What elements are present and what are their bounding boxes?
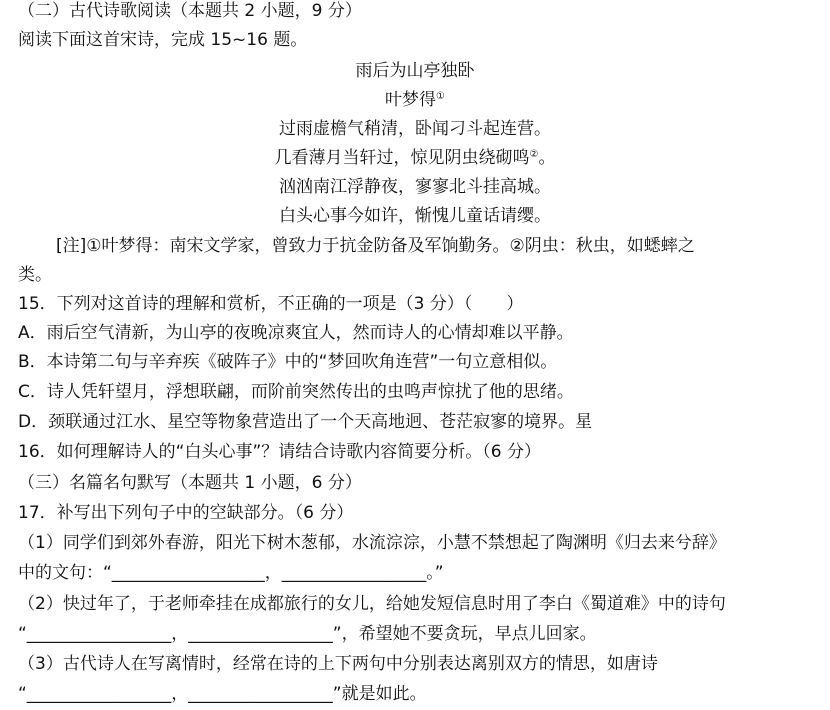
option-b: B．本诗第二句与辛弃疾《破阵子》中的“梦回吹角连营”一句立意相似。: [18, 352, 558, 372]
footnote-mark-1: ①: [436, 91, 445, 102]
poem-line-1: 过雨虚檐气稍清，卧闻刁斗起连营。: [279, 119, 551, 139]
option-c: C．诗人凭轩望月，浮想联翩，而阶前突然传出的虫鸣声惊扰了他的思绪。: [18, 382, 574, 402]
reading-intro: 阅读下面这首宋诗，完成 15~16 题。: [18, 30, 308, 50]
option-a: A．雨后空气清新，为山亭的夜晚凉爽宜人，然而诗人的心情却难以平静。: [18, 323, 574, 343]
q17-part1-blanks: 中的文句：“__________________，_________________。”: [18, 563, 444, 583]
poem-line-2-text: 几看薄月当轩过，惊见阴虫绕砌鸣: [274, 148, 530, 168]
poem-note: [注]①叶梦得：南宋文学家，曾致力于抗金防备及军饷勤务。②阴虫：秋虫，如蟋蟀之: [56, 236, 695, 256]
question-17: 17．补写出下列句子中的空缺部分。（6 分）: [18, 503, 354, 523]
poem-line-2: [0, 147, 830, 169]
poem-note-continued: 类。: [18, 265, 52, 285]
question-15: 15．下列对这首诗的理解和赏析，不正确的一项是（3 分）（ ）: [18, 294, 524, 314]
q17-part2-blanks: “_________________，_________________”，希望她不要贪玩，早点儿回家。: [18, 624, 597, 644]
q17-part1: （1）同学们到郊外春游，阳光下树木葱郁，水流淙淙，小慧不禁想起了陶渊明《归去来兮辞》: [18, 533, 726, 553]
poem-line-3: 汹汹南江浮静夜，寥寥北斗挂高城。: [279, 177, 551, 197]
q17-part3-blanks: “_________________，_________________”就是如此。: [18, 684, 427, 704]
q17-part3: （3）古代诗人在写离情时，经常在诗的上下两句中分别表达离别双方的情思，如唐诗: [18, 654, 658, 674]
section3-heading: （三）名篇名句默写（本题共 1 小题，6 分）: [18, 473, 362, 493]
question-16: 16．如何理解诗人的“白头心事”？请结合诗歌内容简要分析。（6 分）: [18, 442, 541, 462]
option-d: D．颈联通过江水、星空等物象营造出了一个天高地迥、苍茫寂寥的境界。星: [18, 412, 593, 432]
poem-author-name: 叶梦得: [385, 90, 437, 110]
q17-part2: （2）快过年了，于老师牵挂在成都旅行的女儿，给她发短信息时用了李白《蜀道难》中的诗句: [18, 594, 726, 614]
poem-author: [0, 89, 830, 111]
poem-line-2-end: 。: [538, 148, 556, 168]
poem-line-4: 白头心事今如许，惭愧儿童话请缨。: [279, 206, 551, 226]
poem-title: 雨后为山亭独卧: [355, 61, 475, 81]
footnote-mark-2: ②: [529, 149, 539, 160]
section2-heading: （二）古代诗歌阅读（本题共 2 小题，9 分）: [18, 1, 362, 21]
